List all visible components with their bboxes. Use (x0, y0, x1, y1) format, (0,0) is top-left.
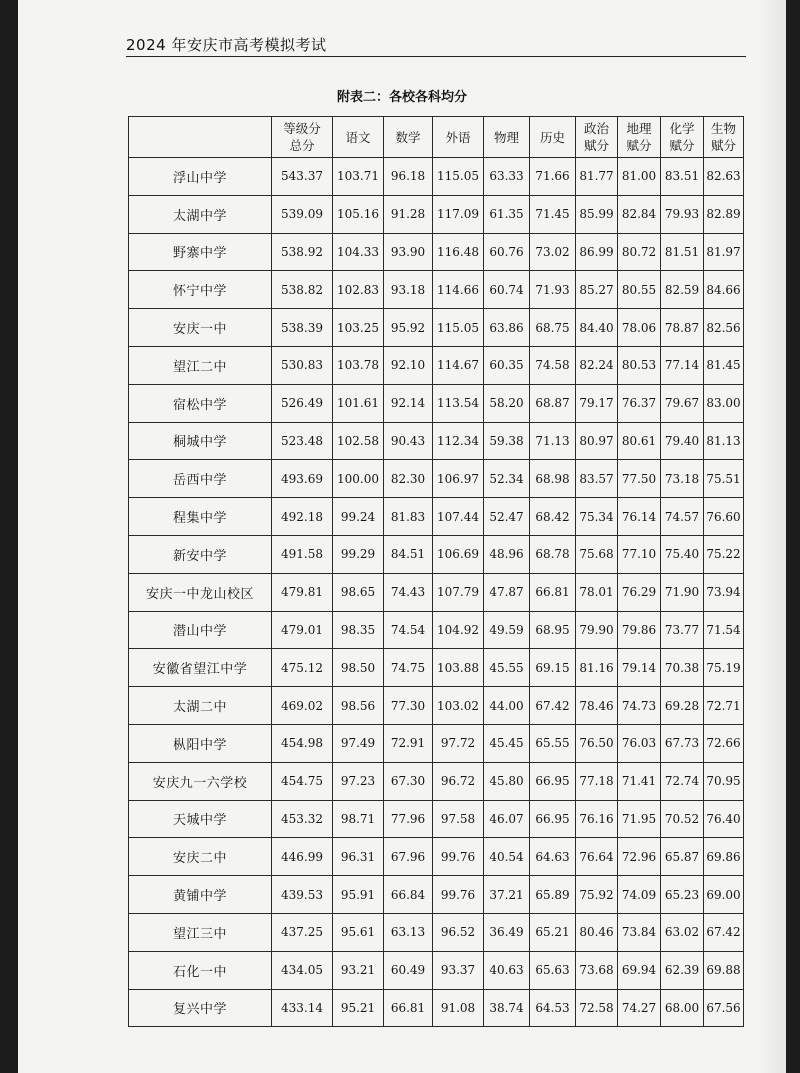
score-cell: 65.21 (530, 913, 576, 951)
score-cell: 78.01 (576, 573, 618, 611)
score-cell: 66.95 (530, 762, 576, 800)
school-name-cell: 安庆九一六学校 (129, 762, 272, 800)
score-cell: 62.39 (661, 951, 704, 989)
score-cell: 82.84 (618, 195, 661, 233)
score-cell: 446.99 (272, 838, 333, 876)
score-cell: 454.75 (272, 762, 333, 800)
score-cell: 82.24 (576, 346, 618, 384)
table-header-row (129, 117, 744, 158)
school-name-cell: 新安中学 (129, 535, 272, 573)
score-cell: 46.07 (484, 800, 530, 838)
score-cell: 95.92 (384, 309, 433, 347)
score-cell: 73.84 (618, 913, 661, 951)
score-cell: 479.81 (272, 573, 333, 611)
score-cell: 538.82 (272, 271, 333, 309)
table-row (129, 346, 744, 384)
score-cell: 454.98 (272, 724, 333, 762)
score-cell: 96.72 (433, 762, 484, 800)
score-cell: 79.17 (576, 384, 618, 422)
score-cell: 80.46 (576, 913, 618, 951)
score-cell: 58.20 (484, 384, 530, 422)
score-cell: 96.31 (333, 838, 384, 876)
score-cell: 36.49 (484, 913, 530, 951)
header-cell-chemistry: 化学 赋分 (661, 117, 704, 158)
table-row (129, 687, 744, 725)
header-cell-chinese: 语文 (333, 117, 384, 158)
score-cell: 79.86 (618, 611, 661, 649)
score-cell: 72.96 (618, 838, 661, 876)
score-cell: 74.09 (618, 876, 661, 914)
score-cell: 52.34 (484, 460, 530, 498)
score-cell: 59.38 (484, 422, 530, 460)
score-cell: 72.71 (704, 687, 744, 725)
school-name-cell: 望江二中 (129, 346, 272, 384)
score-cell: 453.32 (272, 800, 333, 838)
score-cell: 79.40 (661, 422, 704, 460)
score-cell: 73.18 (661, 460, 704, 498)
scores-table (128, 116, 744, 1027)
school-name-cell: 潜山中学 (129, 611, 272, 649)
score-cell: 469.02 (272, 687, 333, 725)
score-cell: 73.77 (661, 611, 704, 649)
score-cell: 97.23 (333, 762, 384, 800)
school-name-cell: 岳西中学 (129, 460, 272, 498)
score-cell: 72.74 (661, 762, 704, 800)
score-cell: 69.94 (618, 951, 661, 989)
header-cell-geography: 地理 赋分 (618, 117, 661, 158)
score-cell: 71.13 (530, 422, 576, 460)
score-cell: 63.33 (484, 158, 530, 196)
score-cell: 115.05 (433, 309, 484, 347)
school-name-cell: 天城中学 (129, 800, 272, 838)
score-cell: 103.25 (333, 309, 384, 347)
score-cell: 45.80 (484, 762, 530, 800)
score-cell: 37.21 (484, 876, 530, 914)
score-cell: 80.53 (618, 346, 661, 384)
score-cell: 103.02 (433, 687, 484, 725)
header-cell-biology: 生物 赋分 (704, 117, 744, 158)
score-cell: 65.55 (530, 724, 576, 762)
school-name-cell: 复兴中学 (129, 989, 272, 1027)
score-cell: 96.18 (384, 158, 433, 196)
score-cell: 107.79 (433, 573, 484, 611)
school-name-cell: 黄铺中学 (129, 876, 272, 914)
score-cell: 73.02 (530, 233, 576, 271)
score-cell: 71.90 (661, 573, 704, 611)
score-cell: 91.08 (433, 989, 484, 1027)
score-cell: 65.23 (661, 876, 704, 914)
score-cell: 76.40 (704, 800, 744, 838)
score-cell: 77.14 (661, 346, 704, 384)
score-cell: 38.74 (484, 989, 530, 1027)
score-cell: 67.30 (384, 762, 433, 800)
score-cell: 81.45 (704, 346, 744, 384)
score-cell: 112.34 (433, 422, 484, 460)
score-cell: 79.90 (576, 611, 618, 649)
table-body (129, 158, 744, 1027)
score-cell: 117.09 (433, 195, 484, 233)
score-cell: 60.74 (484, 271, 530, 309)
score-cell: 82.89 (704, 195, 744, 233)
score-cell: 91.28 (384, 195, 433, 233)
score-cell: 479.01 (272, 611, 333, 649)
score-cell: 67.56 (704, 989, 744, 1027)
table-row (129, 724, 744, 762)
score-cell: 530.83 (272, 346, 333, 384)
score-cell: 74.57 (661, 498, 704, 536)
score-cell: 90.43 (384, 422, 433, 460)
score-cell: 475.12 (272, 649, 333, 687)
score-cell: 67.42 (530, 687, 576, 725)
score-cell: 86.99 (576, 233, 618, 271)
score-cell: 114.66 (433, 271, 484, 309)
score-cell: 85.99 (576, 195, 618, 233)
school-name-cell: 太湖二中 (129, 687, 272, 725)
table-row (129, 233, 744, 271)
school-name-cell: 安庆一中龙山校区 (129, 573, 272, 611)
header-rule (126, 56, 746, 57)
score-cell: 70.38 (661, 649, 704, 687)
score-cell: 84.66 (704, 271, 744, 309)
score-cell: 75.19 (704, 649, 744, 687)
score-cell: 98.56 (333, 687, 384, 725)
score-cell: 75.22 (704, 535, 744, 573)
score-cell: 82.30 (384, 460, 433, 498)
score-cell: 60.49 (384, 951, 433, 989)
score-cell: 61.35 (484, 195, 530, 233)
school-name-cell: 枞阳中学 (129, 724, 272, 762)
header-cell-foreign-language: 外语 (433, 117, 484, 158)
score-cell: 75.40 (661, 535, 704, 573)
score-cell: 65.87 (661, 838, 704, 876)
score-cell: 63.02 (661, 913, 704, 951)
score-cell: 68.75 (530, 309, 576, 347)
score-cell: 83.57 (576, 460, 618, 498)
score-cell: 71.93 (530, 271, 576, 309)
score-cell: 66.81 (384, 989, 433, 1027)
header-cell-history: 历史 (530, 117, 576, 158)
score-cell: 65.63 (530, 951, 576, 989)
score-cell: 77.10 (618, 535, 661, 573)
score-cell: 81.13 (704, 422, 744, 460)
score-cell: 113.54 (433, 384, 484, 422)
score-cell: 99.24 (333, 498, 384, 536)
score-cell: 93.90 (384, 233, 433, 271)
table-row (129, 573, 744, 611)
score-cell: 81.51 (661, 233, 704, 271)
score-cell: 60.76 (484, 233, 530, 271)
table-row (129, 535, 744, 573)
score-cell: 79.14 (618, 649, 661, 687)
score-cell: 538.92 (272, 233, 333, 271)
document-header: 2024 年安庆市高考模拟考试 (126, 36, 327, 54)
table-row (129, 649, 744, 687)
school-name-cell: 野寨中学 (129, 233, 272, 271)
score-cell: 52.47 (484, 498, 530, 536)
school-name-cell: 石化一中 (129, 951, 272, 989)
school-name-cell: 怀宁中学 (129, 271, 272, 309)
school-name-cell: 浮山中学 (129, 158, 272, 196)
score-cell: 77.30 (384, 687, 433, 725)
school-name-cell: 桐城中学 (129, 422, 272, 460)
score-cell: 101.61 (333, 384, 384, 422)
score-cell: 77.18 (576, 762, 618, 800)
score-cell: 98.71 (333, 800, 384, 838)
page-edge-shadow (758, 0, 786, 1073)
table-row (129, 422, 744, 460)
table-row (129, 951, 744, 989)
score-cell: 92.14 (384, 384, 433, 422)
score-cell: 523.48 (272, 422, 333, 460)
score-cell: 99.76 (433, 838, 484, 876)
score-cell: 71.95 (618, 800, 661, 838)
score-cell: 75.51 (704, 460, 744, 498)
score-cell: 102.83 (333, 271, 384, 309)
table-row (129, 384, 744, 422)
score-cell: 79.93 (661, 195, 704, 233)
score-cell: 45.55 (484, 649, 530, 687)
score-cell: 78.06 (618, 309, 661, 347)
score-cell: 102.58 (333, 422, 384, 460)
score-cell: 84.51 (384, 535, 433, 573)
score-cell: 103.78 (333, 346, 384, 384)
score-cell: 44.00 (484, 687, 530, 725)
header-cell-total: 等级分 总分 (272, 117, 333, 158)
score-cell: 76.50 (576, 724, 618, 762)
score-cell: 76.29 (618, 573, 661, 611)
score-cell: 78.87 (661, 309, 704, 347)
score-cell: 93.37 (433, 951, 484, 989)
score-cell: 93.18 (384, 271, 433, 309)
score-cell: 68.00 (661, 989, 704, 1027)
score-cell: 66.95 (530, 800, 576, 838)
score-cell: 75.68 (576, 535, 618, 573)
score-cell: 72.66 (704, 724, 744, 762)
table-row (129, 611, 744, 649)
header-cell-politics: 政治 赋分 (576, 117, 618, 158)
score-cell: 82.59 (661, 271, 704, 309)
score-cell: 71.54 (704, 611, 744, 649)
score-cell: 92.10 (384, 346, 433, 384)
header-cell-physics: 物理 (484, 117, 530, 158)
score-cell: 80.61 (618, 422, 661, 460)
table-row (129, 913, 744, 951)
score-cell: 434.05 (272, 951, 333, 989)
table-row (129, 762, 744, 800)
score-cell: 95.61 (333, 913, 384, 951)
table-row (129, 989, 744, 1027)
score-cell: 79.67 (661, 384, 704, 422)
score-cell: 97.49 (333, 724, 384, 762)
score-cell: 98.65 (333, 573, 384, 611)
score-cell: 47.87 (484, 573, 530, 611)
score-cell: 82.56 (704, 309, 744, 347)
score-cell: 67.42 (704, 913, 744, 951)
score-cell: 437.25 (272, 913, 333, 951)
score-cell: 93.21 (333, 951, 384, 989)
score-cell: 84.40 (576, 309, 618, 347)
score-cell: 70.95 (704, 762, 744, 800)
score-cell: 70.52 (661, 800, 704, 838)
score-cell: 104.92 (433, 611, 484, 649)
score-cell: 74.73 (618, 687, 661, 725)
score-cell: 97.72 (433, 724, 484, 762)
score-cell: 49.59 (484, 611, 530, 649)
table-caption: 附表二：各校各科均分 (336, 90, 467, 105)
score-cell: 526.49 (272, 384, 333, 422)
score-cell: 69.86 (704, 838, 744, 876)
score-cell: 40.63 (484, 951, 530, 989)
score-cell: 493.69 (272, 460, 333, 498)
score-cell: 73.94 (704, 573, 744, 611)
table-row (129, 309, 744, 347)
score-cell: 68.78 (530, 535, 576, 573)
score-cell: 69.88 (704, 951, 744, 989)
score-cell: 81.83 (384, 498, 433, 536)
score-cell: 81.16 (576, 649, 618, 687)
score-cell: 76.60 (704, 498, 744, 536)
score-cell: 68.87 (530, 384, 576, 422)
table-row (129, 271, 744, 309)
score-cell: 76.16 (576, 800, 618, 838)
score-cell: 82.63 (704, 158, 744, 196)
score-cell: 106.97 (433, 460, 484, 498)
score-cell: 80.72 (618, 233, 661, 271)
score-cell: 69.28 (661, 687, 704, 725)
score-cell: 63.13 (384, 913, 433, 951)
score-cell: 74.43 (384, 573, 433, 611)
table-row (129, 195, 744, 233)
school-name-cell: 望江三中 (129, 913, 272, 951)
score-cell: 63.86 (484, 309, 530, 347)
score-cell: 72.58 (576, 989, 618, 1027)
score-cell: 81.97 (704, 233, 744, 271)
score-cell: 74.27 (618, 989, 661, 1027)
score-cell: 76.03 (618, 724, 661, 762)
score-cell: 114.67 (433, 346, 484, 384)
table-row (129, 800, 744, 838)
score-cell: 97.58 (433, 800, 484, 838)
score-cell: 74.54 (384, 611, 433, 649)
score-cell: 72.91 (384, 724, 433, 762)
score-cell: 96.52 (433, 913, 484, 951)
table-row (129, 876, 744, 914)
score-cell: 95.21 (333, 989, 384, 1027)
score-cell: 77.96 (384, 800, 433, 838)
score-cell: 104.33 (333, 233, 384, 271)
score-cell: 491.58 (272, 535, 333, 573)
score-cell: 116.48 (433, 233, 484, 271)
score-cell: 105.16 (333, 195, 384, 233)
school-name-cell: 宿松中学 (129, 384, 272, 422)
score-cell: 106.69 (433, 535, 484, 573)
score-cell: 69.00 (704, 876, 744, 914)
score-cell: 439.53 (272, 876, 333, 914)
school-name-cell: 太湖中学 (129, 195, 272, 233)
score-cell: 107.44 (433, 498, 484, 536)
score-cell: 115.05 (433, 158, 484, 196)
score-cell: 68.42 (530, 498, 576, 536)
score-cell: 98.35 (333, 611, 384, 649)
table-row (129, 158, 744, 196)
score-cell: 64.53 (530, 989, 576, 1027)
score-cell: 76.64 (576, 838, 618, 876)
score-cell: 492.18 (272, 498, 333, 536)
score-cell: 76.14 (618, 498, 661, 536)
score-cell: 45.45 (484, 724, 530, 762)
score-cell: 83.00 (704, 384, 744, 422)
score-cell: 66.81 (530, 573, 576, 611)
header-cell-school (129, 117, 272, 158)
score-cell: 74.75 (384, 649, 433, 687)
school-name-cell: 安庆二中 (129, 838, 272, 876)
score-cell: 77.50 (618, 460, 661, 498)
score-cell: 80.55 (618, 271, 661, 309)
table-row (129, 498, 744, 536)
score-cell: 75.34 (576, 498, 618, 536)
school-name-cell: 安徽省望江中学 (129, 649, 272, 687)
score-cell: 433.14 (272, 989, 333, 1027)
score-cell: 99.29 (333, 535, 384, 573)
score-cell: 81.77 (576, 158, 618, 196)
score-cell: 95.91 (333, 876, 384, 914)
document-page (18, 0, 786, 1073)
score-cell: 99.76 (433, 876, 484, 914)
header-cell-math: 数学 (384, 117, 433, 158)
school-name-cell: 安庆一中 (129, 309, 272, 347)
score-cell: 85.27 (576, 271, 618, 309)
score-cell: 68.95 (530, 611, 576, 649)
score-cell: 75.92 (576, 876, 618, 914)
score-cell: 71.41 (618, 762, 661, 800)
score-cell: 539.09 (272, 195, 333, 233)
score-cell: 65.89 (530, 876, 576, 914)
score-cell: 68.98 (530, 460, 576, 498)
score-cell: 103.71 (333, 158, 384, 196)
score-cell: 73.68 (576, 951, 618, 989)
table-row (129, 838, 744, 876)
score-cell: 100.00 (333, 460, 384, 498)
score-cell: 76.37 (618, 384, 661, 422)
score-cell: 538.39 (272, 309, 333, 347)
score-cell: 71.45 (530, 195, 576, 233)
score-cell: 66.84 (384, 876, 433, 914)
score-cell: 69.15 (530, 649, 576, 687)
score-cell: 67.96 (384, 838, 433, 876)
score-cell: 71.66 (530, 158, 576, 196)
score-cell: 60.35 (484, 346, 530, 384)
score-cell: 64.63 (530, 838, 576, 876)
score-cell: 67.73 (661, 724, 704, 762)
score-cell: 98.50 (333, 649, 384, 687)
score-cell: 48.96 (484, 535, 530, 573)
score-cell: 103.88 (433, 649, 484, 687)
score-cell: 83.51 (661, 158, 704, 196)
score-cell: 40.54 (484, 838, 530, 876)
score-cell: 74.58 (530, 346, 576, 384)
score-cell: 78.46 (576, 687, 618, 725)
score-cell: 80.97 (576, 422, 618, 460)
school-name-cell: 程集中学 (129, 498, 272, 536)
score-cell: 543.37 (272, 158, 333, 196)
score-cell: 81.00 (618, 158, 661, 196)
table-row (129, 460, 744, 498)
